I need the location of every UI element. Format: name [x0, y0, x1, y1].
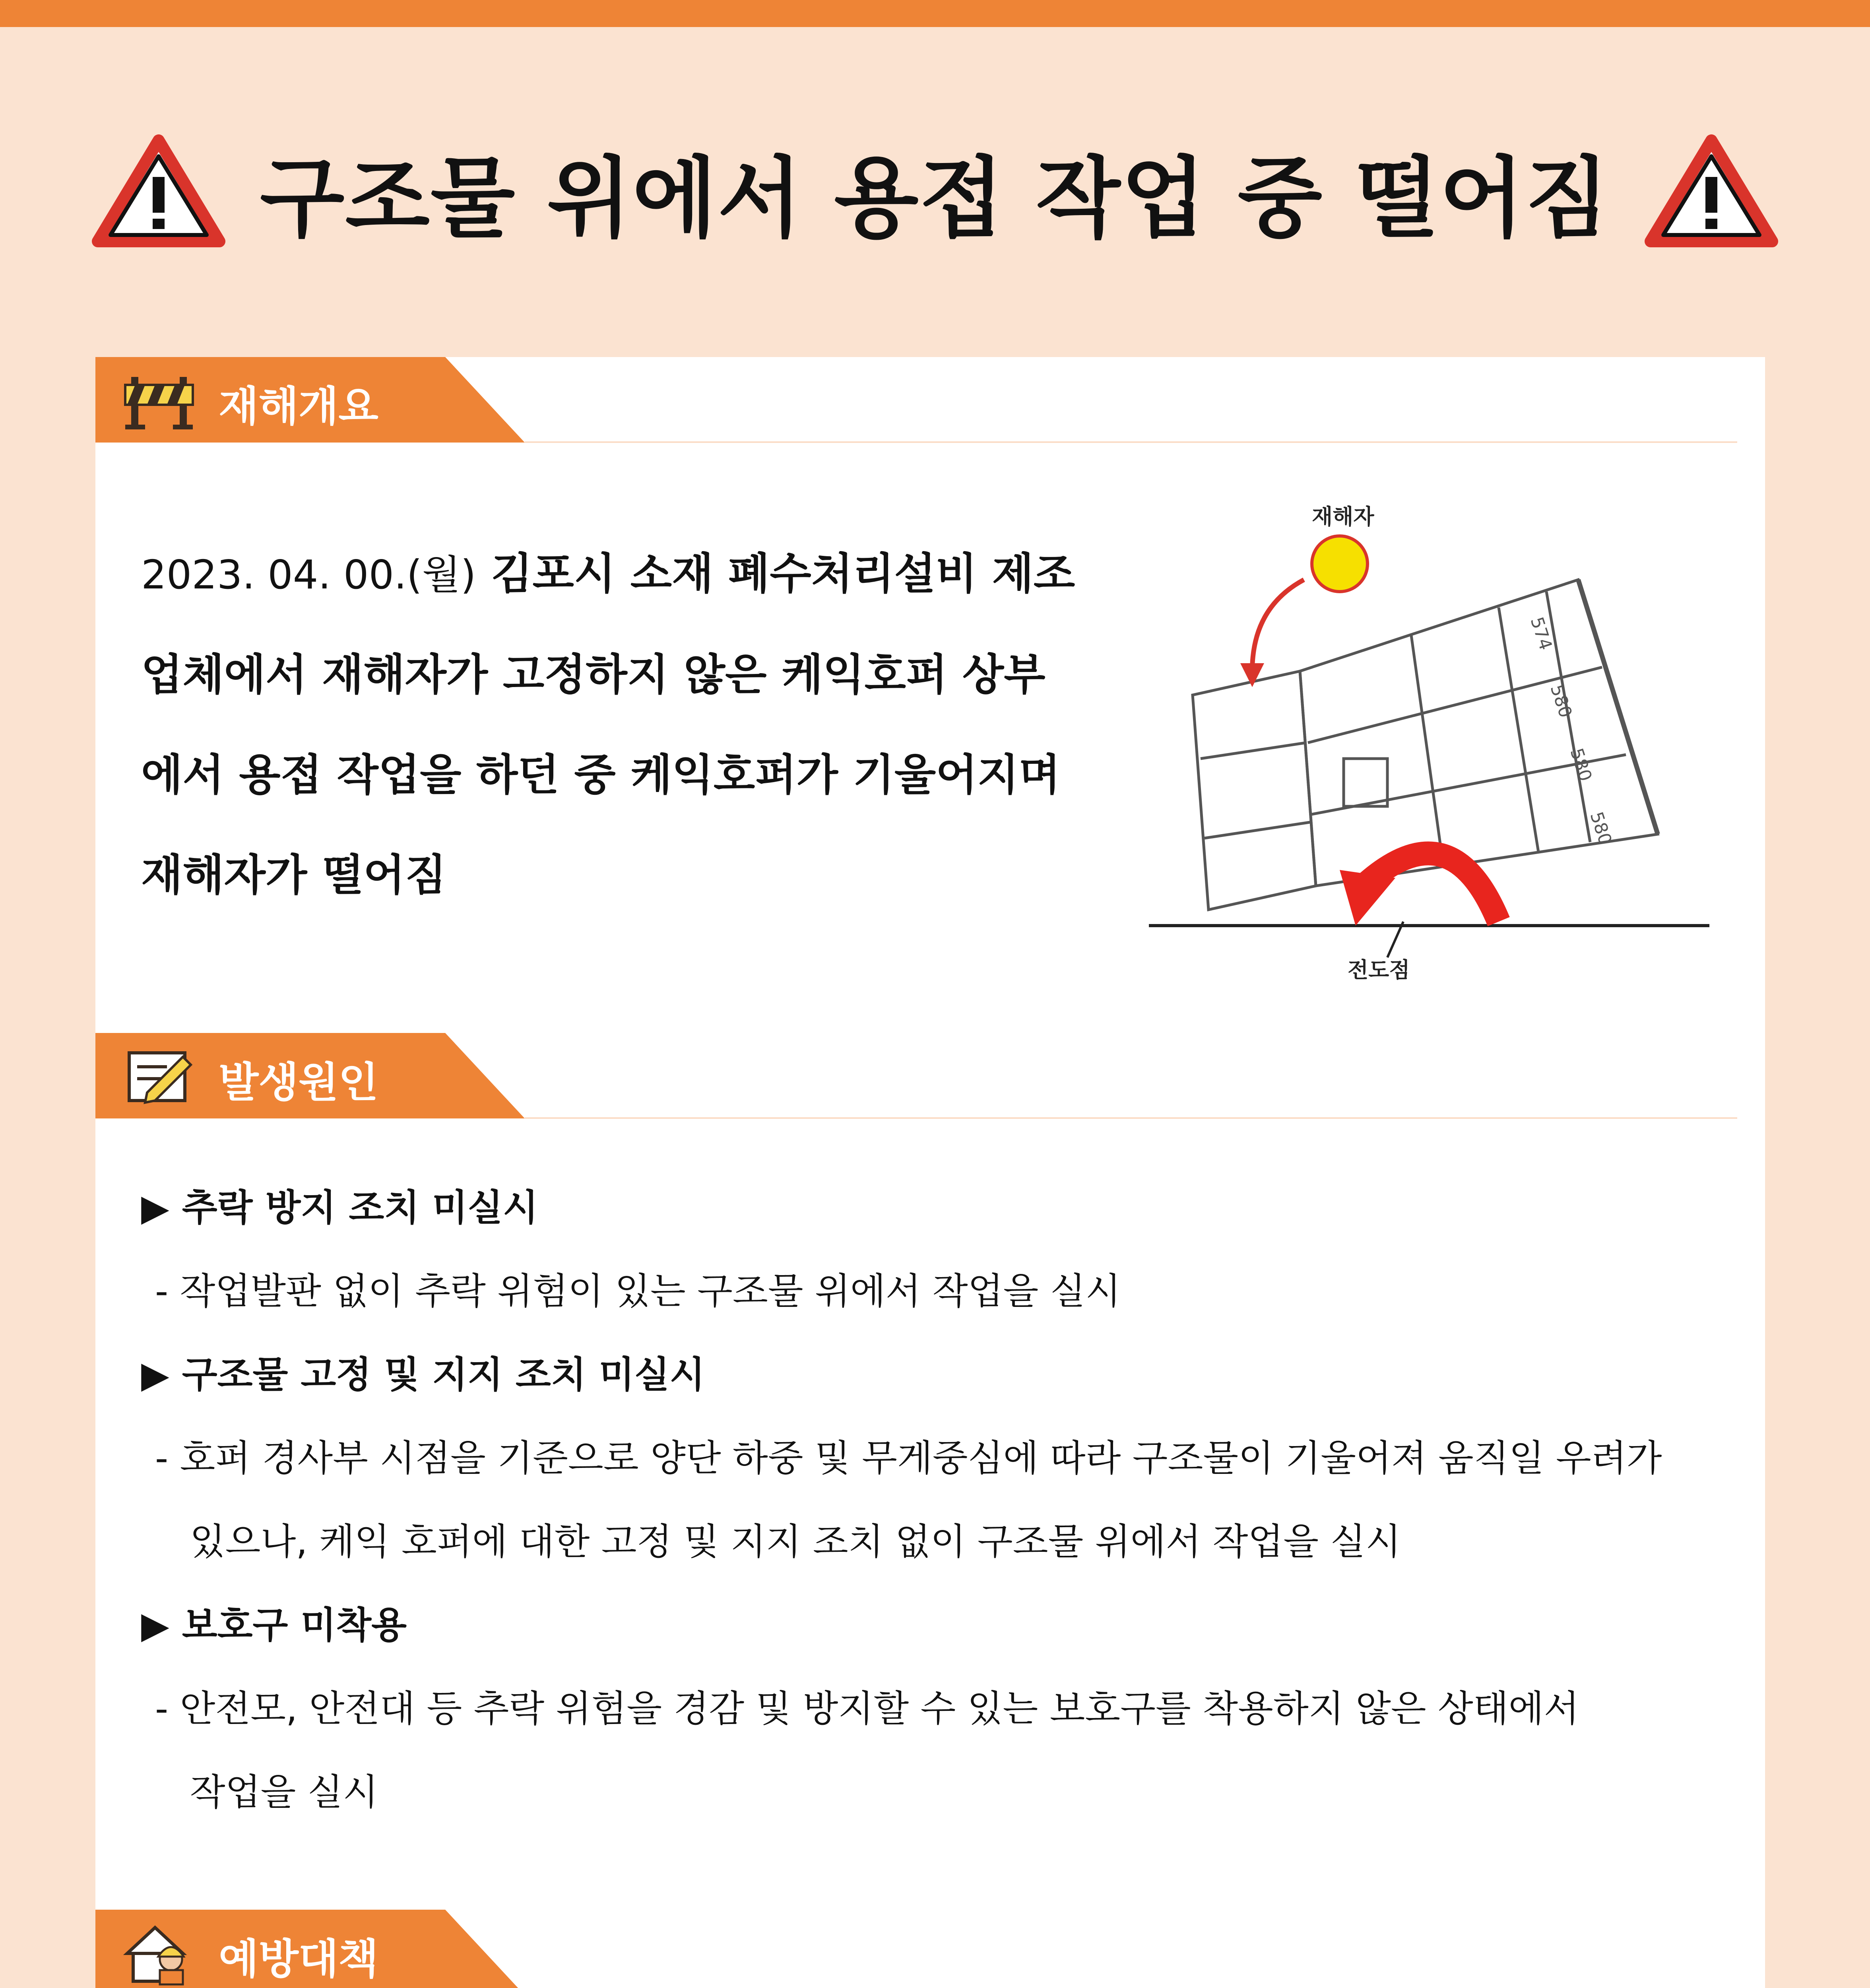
cause-item: - 안전모, 안전대 등 추락 위험을 경감 및 방지할 수 있는 보호구를 착용하지 않은 상태에서	[155, 1687, 1579, 1730]
overview-line: 재해자가 떨어짐	[141, 850, 446, 900]
pivot-label: 전도점	[1348, 957, 1410, 982]
top-accent-bar	[0, 0, 1870, 27]
content-card	[95, 357, 1765, 1988]
section-title: 재해개요	[219, 382, 378, 431]
section-divider	[525, 1117, 1737, 1119]
section-header-overview	[95, 357, 525, 443]
cause-heading: ▶ 보호구 미착용	[141, 1604, 407, 1646]
victim-label: 재해자	[1312, 504, 1374, 529]
page-title: 구조물 위에서 용접 작업 중 떨어짐	[260, 148, 1610, 249]
overview-line: 에서 용접 작업을 하던 중 케익호퍼가 기울어지며	[141, 750, 1061, 800]
overview-line: 업체에서 재해자가 고정하지 않은 케익호퍼 상부	[141, 650, 1046, 700]
section-header-cause	[95, 1033, 525, 1118]
accident-diagram	[1101, 504, 1717, 989]
dimension-label: 574	[1526, 614, 1556, 653]
cause-item: 작업을 실시	[155, 1771, 378, 1813]
cause-heading: ▶ 구조물 고정 및 지지 조치 미실시	[141, 1353, 705, 1396]
cause-item: 있으나, 케익 호퍼에 대한 고정 및 지지 조치 없이 구조물 위에서 작업을 실시	[155, 1520, 1401, 1563]
cause-item: - 작업발판 없이 추락 위험이 있는 구조물 위에서 작업을 실시	[155, 1270, 1121, 1312]
fall-arrow	[1252, 580, 1304, 671]
cause-item: - 호퍼 경사부 시점을 기준으로 양단 하중 및 무게중심에 따라 구조물이 기울어져 움직일 우려가	[155, 1437, 1662, 1479]
section-header-prevention	[95, 1910, 525, 1988]
dimension-label: 580	[1546, 682, 1576, 720]
header	[0, 131, 1870, 250]
overview-line: 김포시 소재 폐수처리설비 제조	[476, 549, 1075, 599]
section-title: 예방대책	[219, 1935, 378, 1983]
section-title: 발생원인	[219, 1058, 378, 1107]
warning-icon	[1646, 133, 1777, 248]
section-divider	[525, 441, 1737, 443]
barricade-icon	[123, 369, 195, 433]
warning-icon	[93, 133, 224, 248]
worker-house-icon	[123, 1922, 195, 1985]
accident-date: 2023. 04. 00.(월)	[141, 551, 476, 598]
dimension-label: 580	[1566, 746, 1596, 784]
document-pencil-icon	[123, 1045, 195, 1109]
victim-marker	[1312, 536, 1368, 592]
cause-heading: ▶ 추락 방지 조치 미실시	[141, 1186, 538, 1229]
overview-text	[141, 524, 1127, 926]
dimension-label: 580	[1586, 809, 1616, 848]
